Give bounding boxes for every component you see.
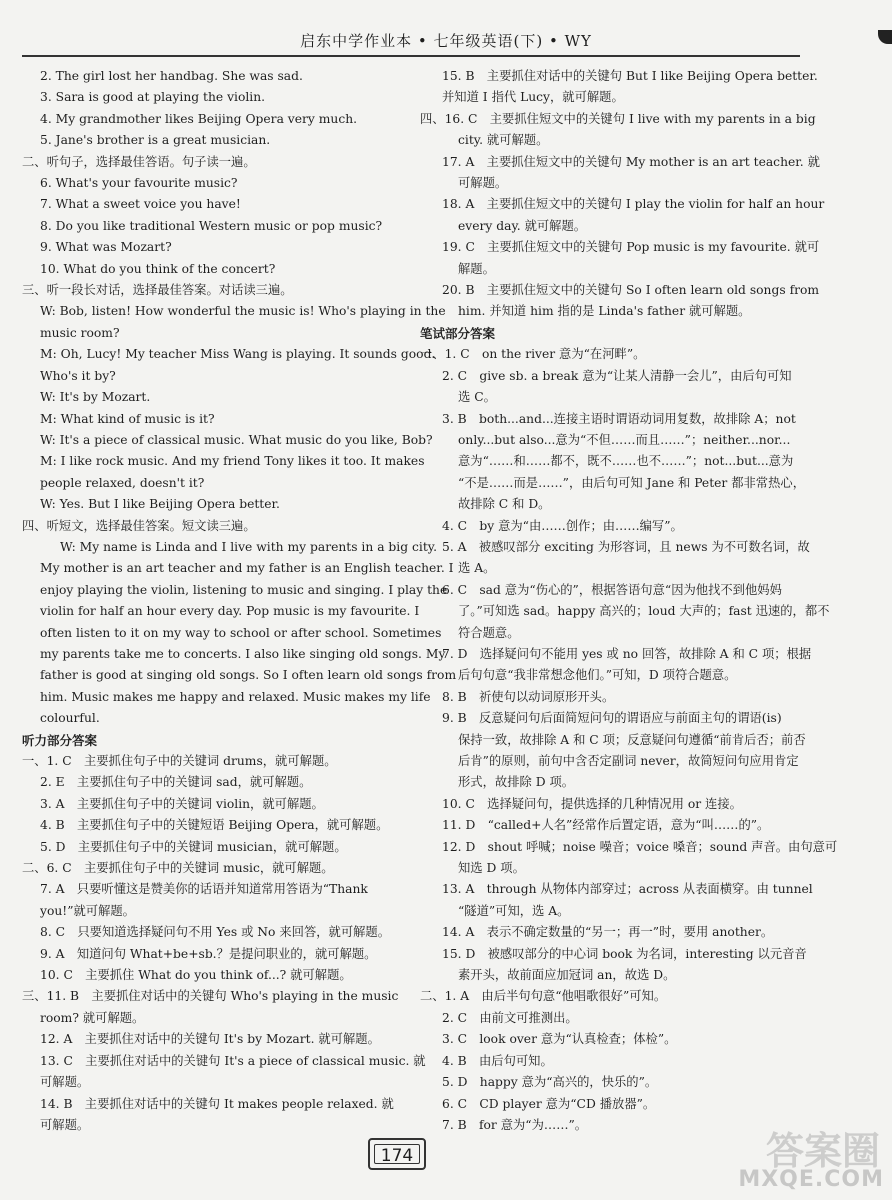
left-text-line: W: It's by Mozart.	[40, 390, 151, 405]
right-text-line: 15. B 主要抓住对话中的关键句 But I like Beijing Opera better.	[442, 69, 818, 83]
watermark-logo: 答案圈	[765, 1129, 880, 1173]
right-text-line: 4. C by 意为“由……创作；由……编写”。	[442, 518, 683, 533]
left-text-line: colourful.	[40, 711, 100, 726]
right-text-line: 18. A 主要抓住短文中的关键句 I play the violin for half an hour	[442, 197, 825, 212]
right-text-line: 素开头，故前面应加冠词 an，故选 D。	[458, 968, 676, 983]
left-text-line: 7. What a sweet voice you have!	[40, 197, 241, 212]
right-text-line: 10. C 选择疑问句，提供选择的几种情况用 or 连接。	[442, 796, 742, 811]
right-text-line: 5. A 被感叹部分 exciting 为形容词，且 news 为不可数名词，故	[442, 539, 810, 554]
right-text-line: 4. B 由后句可知。	[442, 1053, 553, 1068]
right-text-line: 保持一致，故排除 A 和 C 项；反意疑问句遵循“前肯后否；前否	[458, 732, 806, 747]
left-text-line: 8. C 只要知道选择疑问句不用 Yes 或 No 来回答，就可解题。	[40, 925, 391, 940]
left-text-line: W: Yes. But I like Beijing Opera better.	[40, 497, 280, 512]
left-text-line: father is good at singing old songs. So I often learn old songs from	[40, 668, 457, 683]
left-text-line: 4. My grandmother likes Beijing Opera very much.	[40, 111, 358, 126]
left-text-line: M: Oh, Lucy! My teacher Miss Wang is playing. It sounds good.	[40, 347, 436, 362]
left-text-line: him. Music makes me happy and relaxed. Music makes my life	[40, 689, 431, 704]
right-text-line: 17. A 主要抓住短文中的关键句 My mother is an art teacher. 就	[442, 154, 820, 169]
right-text-line: 6. C CD player 意为“CD 播放器”。	[442, 1096, 656, 1111]
left-text-line: 12. A 主要抓住对话中的关键句 It's by Mozart. 就可解题。	[40, 1032, 380, 1047]
right-text-line: 形式，故排除 D 项。	[458, 775, 575, 790]
left-text-line: 3. Sara is good at playing the violin.	[40, 90, 266, 105]
right-text-line: 故排除 C 和 D。	[458, 497, 551, 512]
right-text-line: 2. C 由前文可推测出。	[442, 1010, 578, 1025]
left-text-line: 14. B 主要抓住对话中的关键句 It makes people relaxed. 就	[40, 1096, 394, 1111]
left-text-line: 一、1. C 主要抓住句子中的关键词 drums，就可解题。	[22, 754, 337, 768]
right-text-line: 二、1. A 由后半句句意“他唱歌很好”可知。	[420, 989, 667, 1004]
left-text-line: M: I like rock music. And my friend Tony likes it too. It makes	[40, 454, 425, 469]
right-text-line: 2. C give sb. a break 意为“让某人清静一会儿”，由后句可知	[442, 368, 792, 383]
left-text-line: 3. A 主要抓住句子中的关键词 violin，就可解题。	[40, 796, 324, 811]
left-text-line: 听力部分答案	[22, 732, 98, 748]
watermark-site: MXQE.COM	[738, 1167, 884, 1192]
right-text-line: 7. D 选择疑问句不能用 yes 或 no 回答，故排除 A 和 C 项；根据	[442, 646, 812, 661]
watermark	[738, 1120, 884, 1192]
right-text-line: 7. B for 意为“为……”。	[442, 1117, 588, 1132]
page-number: 174	[374, 1144, 420, 1164]
right-text-line: 意为“……和……都不，既不……也不……”；not...but...意为	[458, 454, 794, 469]
left-text-line: 5. D 主要抓住句子中的关键词 musician，就可解题。	[40, 839, 347, 854]
right-text-line: 15. D 被感叹部分的中心词 book 为名词，interesting 以元音音	[442, 946, 807, 961]
right-text-line: 20. B 主要抓住短文中的关键句 So I often learn old songs from	[442, 283, 820, 298]
left-text-line: enjoy playing the violin, listening to music and singing. I play the	[40, 582, 448, 597]
right-text-line: 9. B 反意疑问句后面简短问句的谓语应与前面主句的谓语(is)	[442, 711, 782, 726]
left-text-line: W: My name is Linda and I live with my parents in a big city.	[60, 539, 437, 554]
left-text-line: 10. What do you think of the concert?	[40, 261, 276, 276]
left-text-line: 可解题。	[40, 1075, 90, 1090]
left-text-line: people relaxed, doesn't it?	[40, 475, 205, 490]
left-text-line: 9. A 知道问句 What+be+sb.？是提问职业的，就可解题。	[40, 946, 377, 961]
left-text-line: my parents take me to concerts. I also like singing old songs. My	[40, 646, 446, 661]
left-text-line: W: It's a piece of classical music. What music do you like, Bob?	[40, 432, 433, 447]
left-text-line: 二、6. C 主要抓住句子中的关键词 music，就可解题。	[22, 861, 334, 876]
right-text-line: “隧道”可知，选 A。	[458, 903, 570, 918]
right-text-line: 3. C look over 意为“认真检查；体检”。	[442, 1032, 677, 1047]
left-text-line: 二、听句子，选择最佳答语。句子读一遍。	[22, 154, 256, 169]
left-text-line: violin for half an hour every day. Pop music is my favourite. I	[40, 604, 420, 619]
right-text-line: 8. B 祈使句以动词原形开头。	[442, 689, 615, 704]
right-text-line: 可解题。	[458, 176, 508, 191]
left-column	[22, 66, 457, 1136]
left-text-line: room? 就可解题。	[40, 1010, 145, 1025]
page-title: 启东中学作业本 • 七年级英语(下) • WY	[300, 32, 592, 50]
left-text-line: 2. E 主要抓住句子中的关键词 sad，就可解题。	[40, 775, 312, 790]
right-text-line: 四、16. C 主要抓住短文中的关键句 I live with my parents in a big	[420, 111, 816, 126]
right-text-line: 后肯”的原则，前句中含否定副词 never，故简短问句应用肯定	[458, 754, 799, 768]
right-text-line: “不是……而是……”，由后句可知 Jane 和 Peter 都非常热心，	[458, 475, 805, 490]
left-text-line: often listen to it on my way to school or after school. Sometimes	[40, 625, 442, 640]
left-text-line: 三、11. B 主要抓住对话中的关键句 Who's playing in the music	[22, 989, 399, 1004]
left-text-line: 7. A 只要听懂这是赞美你的话语并知道常用答语为“Thank	[40, 882, 368, 897]
right-text-line: 笔试部分答案	[420, 325, 496, 341]
right-text-line: 12. D shout 呼喊；noise 噪音；voice 嗓音；sound 声音。由句意可	[442, 839, 838, 854]
left-text-line: you!”就可解题。	[40, 903, 135, 918]
right-text-line: only...but also...意为“不但……而且……”；neither...nor...	[458, 432, 791, 447]
right-text-line: 一、1. C on the river 意为“在河畔”。	[420, 347, 646, 362]
right-text-line: 了。”可知选 sad。happy 高兴的；loud 大声的；fast 迅速的，都不	[458, 604, 830, 619]
right-text-line: 5. D happy 意为“高兴的，快乐的”。	[442, 1075, 658, 1090]
right-text-line: 符合题意。	[458, 625, 520, 640]
right-column	[420, 66, 838, 1136]
right-text-line: 并知道 I 指代 Lucy，就可解题。	[442, 90, 624, 105]
left-text-line: 8. Do you like traditional Western music or pop music?	[40, 218, 383, 233]
right-text-line: 6. C sad 意为“伤心的”，根据答语句意“因为他找不到他妈妈	[442, 582, 782, 597]
right-text-line: 13. A through 从物体内部穿过；across 从表面横穿。由 tunnel	[442, 882, 813, 897]
right-text-line: 选 A。	[458, 561, 496, 576]
left-text-line: 9. What was Mozart?	[40, 240, 172, 255]
left-text-line: 6. What's your favourite music?	[40, 176, 238, 191]
page-header	[0, 0, 892, 58]
left-text-line: 可解题。	[40, 1117, 90, 1132]
right-text-line: every day. 就可解题。	[458, 218, 587, 233]
left-text-line: 三、听一段长对话，选择最佳答案。对话读三遍。	[22, 283, 293, 298]
left-text-line: music room?	[40, 325, 120, 340]
right-text-line: 11. D “called+人名”经常作后置定语，意为“叫……的”。	[442, 818, 770, 833]
left-text-line: 5. Jane's brother is a great musician.	[40, 133, 271, 148]
left-text-line: My mother is an art teacher and my father is an English teacher. I	[40, 561, 454, 576]
left-text-line: M: What kind of music is it?	[40, 411, 215, 426]
right-text-line: 后句句意“我非常想念他们。”可知，D 项符合题意。	[458, 668, 737, 683]
left-text-line: 10. C 主要抓住 What do you think of...? 就可解题。	[40, 968, 352, 983]
header-rule	[22, 55, 800, 57]
left-text-line: 2. The girl lost her handbag. She was sad.	[40, 69, 303, 83]
left-text-line: 13. C 主要抓住对话中的关键句 It's a piece of classical music. 就	[40, 1053, 426, 1068]
right-text-line: 解题。	[458, 261, 495, 276]
right-text-line: him. 并知道 him 指的是 Linda's father 就可解题。	[458, 304, 751, 319]
right-text-line: 3. B both...and...连接主语时谓语动词用复数，故排除 A；not	[442, 411, 796, 426]
right-text-line: city. 就可解题。	[458, 133, 549, 148]
right-text-line: 知选 D 项。	[458, 861, 525, 876]
right-text-line: 选 C。	[458, 390, 496, 405]
left-text-line: 4. B 主要抓住句子中的关键短语 Beijing Opera，就可解题。	[40, 818, 389, 833]
right-text-line: 19. C 主要抓住短文中的关键句 Pop music is my favourite. 就可	[442, 240, 820, 255]
left-text-line: W: Bob, listen! How wonderful the music is! Who's playing in the	[40, 304, 446, 319]
left-text-line: Who's it by?	[40, 368, 116, 383]
left-text-line: 四、听短文，选择最佳答案。短文读三遍。	[22, 518, 256, 533]
right-text-line: 14. A 表示不确定数量的“另一；再一”时，要用 another。	[442, 925, 774, 940]
page-number-box	[368, 1138, 428, 1172]
